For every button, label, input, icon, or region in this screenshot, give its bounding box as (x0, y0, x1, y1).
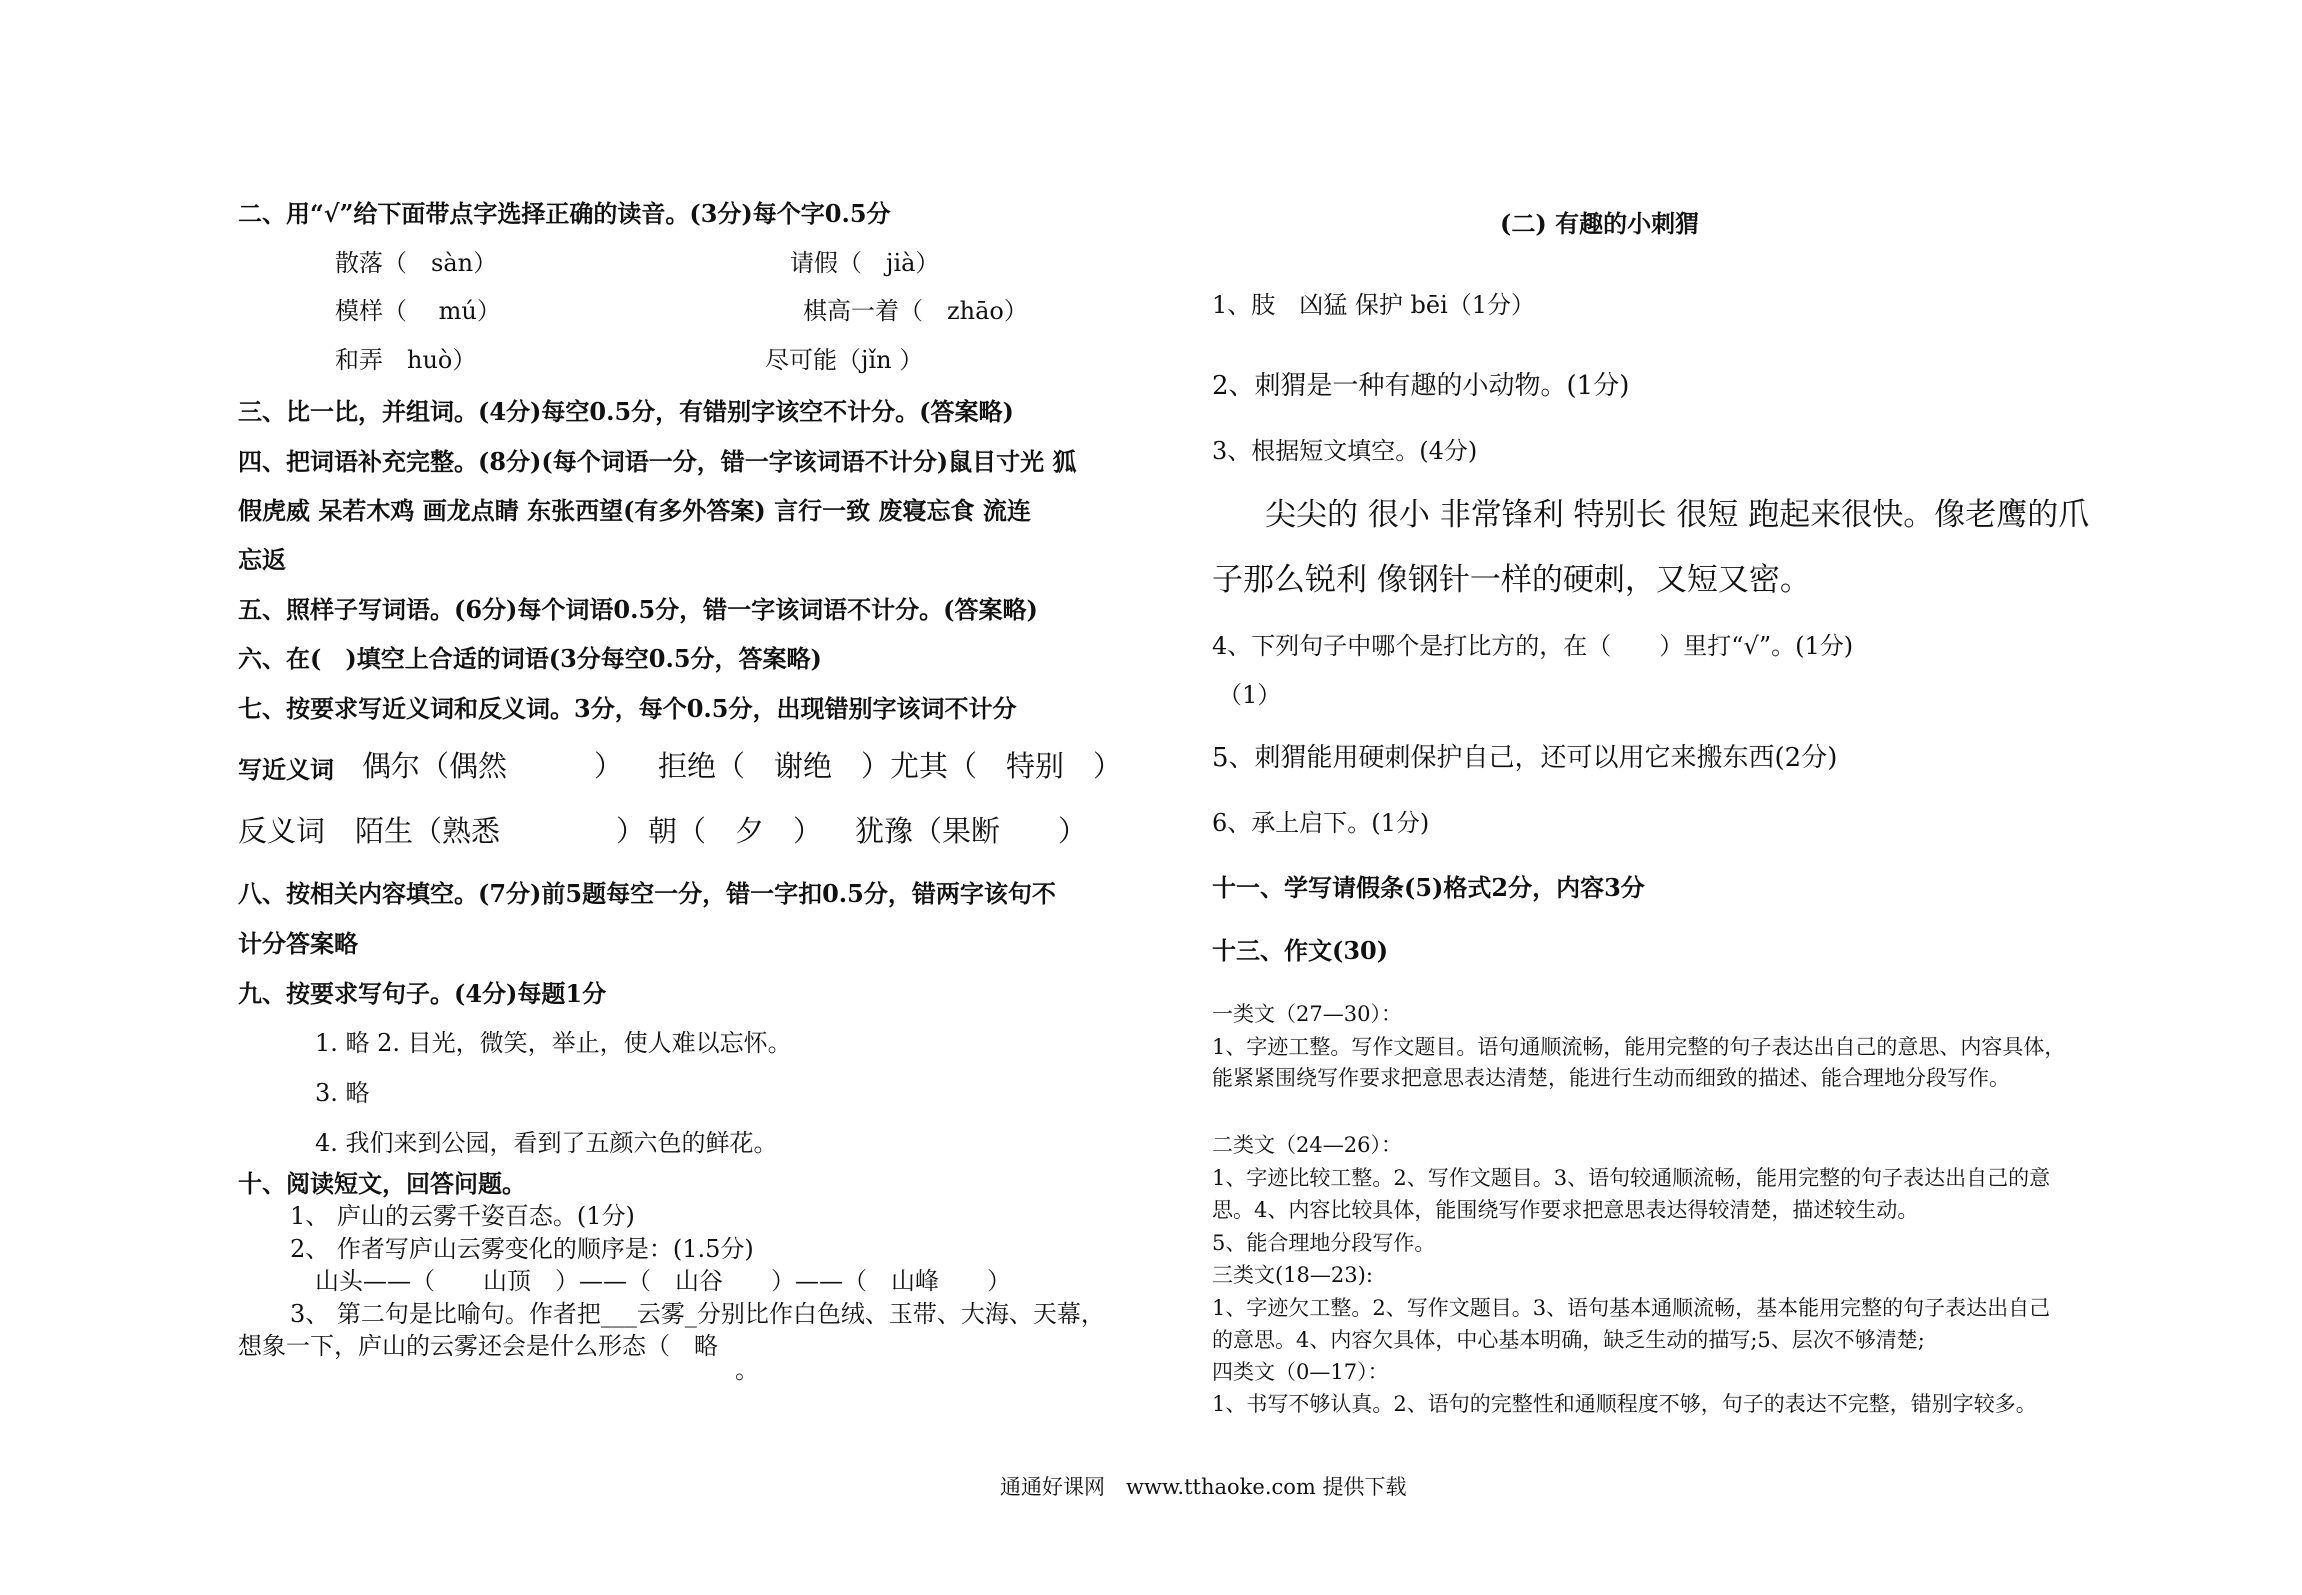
q8-line-1: 八、按相关内容填空。(7分)前5题每空一分，错一字扣0.5分，错两字该句不 (238, 879, 1056, 908)
section-title: (二) 有趣的小刺猬 (1500, 209, 1700, 238)
q10-answer-2b: 山头——（ 山顶 ）——（ 山谷 ）——（ 山峰 ） (315, 1267, 1011, 1295)
r-answer-3: 3、根据短文填空。(4分) (1212, 437, 1478, 465)
q2-item-1b: 请假（ jià） (790, 249, 940, 277)
q7-antonym-1: 陌生（熟悉 ） (355, 814, 646, 848)
q9-title: 九、按要求写句子。(4分)每题1分 (238, 979, 607, 1008)
q7-synonym-2: 拒绝（ 谢绝 ）尤其（ 特别 ） (658, 749, 1123, 783)
q2-item-1a: 散落（ sàn） (335, 249, 498, 277)
essay-class-4-heading: 四类文（0—17）： (1212, 1360, 1389, 1384)
q3-line: 三、比一比，并组词。(4分)每空0.5分，有错别字该空不计分。(答案略) (238, 397, 1014, 426)
q8-line-2: 计分答案略 (238, 929, 358, 958)
essay-class-3-line-2: 的意思。4、内容欠具体，中心基本明确，缺乏生动的描写;5、层次不够清楚; (1212, 1328, 1925, 1352)
q5-line: 五、照样子写词语。(6分)每个词语0.5分，错一字该词语不计分。(答案略) (238, 595, 1038, 624)
r-answer-5: 5、刺猬能用硬刺保护自己，还可以用它来搬东西(2分) (1212, 743, 1838, 773)
q4-line-1: 四、把词语补充完整。(8分)(每个词语一分，错一字该词语不计分)鼠目寸光 狐 (238, 447, 1077, 476)
q10-answer-3: 3、 第二句是比喻句。作者把___云雾_分别比作白色绒、玉带、大海、天幕， (290, 1300, 1105, 1328)
r-answer-2: 2、刺猬是一种有趣的小动物。(1分) (1212, 371, 1630, 401)
q2-item-3b: 尽可能（jǐn ） (765, 346, 924, 374)
r-answer-4: 4、下列句子中哪个是打比方的，在（ ）里打“√”。(1分) (1212, 632, 1854, 660)
footer-source: 通通好课网 www.tthaoke.com 提供下载 (1000, 1475, 1407, 1499)
essay-class-2-line-1: 1、字迹比较工整。2、写作文题目。3、语句较通顺流畅，能用完整的句子表达出自己的意 (1212, 1166, 2051, 1190)
essay-class-4-line-1: 1、书写不够认真。2、语句的完整性和通顺程度不够，句子的表达不完整，错别字较多。 (1212, 1392, 2037, 1416)
q10-answer-3c: 。 (735, 1356, 759, 1384)
q13-line: 十三、作文(30) (1212, 936, 1389, 965)
q10-answer-1: 1、 庐山的云雾千姿百态。(1分) (290, 1202, 635, 1230)
essay-class-1-line-2: 能紧紧围绕写作要求把意思表达清楚，能进行生动而细致的描述、能合理地分段写作。 (1212, 1066, 2010, 1090)
q7-synonym-1: 偶尔（偶然 ） (362, 749, 624, 783)
q6-line: 六、在( )填空上合适的词语(3分每空0.5分，答案略) (238, 644, 822, 673)
q11-line: 十一、学写请假条(5)格式2分，内容3分 (1212, 873, 1645, 902)
q7-antonym-label: 反义词 (238, 814, 326, 848)
r-answer-4b: （1） (1218, 681, 1282, 709)
q9-answer-3: 3. 略 (315, 1079, 370, 1107)
essay-class-3-line-1: 1、字迹欠工整。2、写作文题目。3、语句基本通顺流畅，基本能用完整的句子表达出自己 (1212, 1296, 2051, 1320)
q9-answer-4: 4. 我们来到公园，看到了五颜六色的鲜花。 (315, 1129, 778, 1157)
essay-class-1-line-1: 1、字迹工整。写作文题目。语句通顺流畅，能用完整的句子表达出自己的意思、内容具体， (1212, 1035, 2066, 1059)
essay-class-2-line-3: 5、能合理地分段写作。 (1212, 1231, 1436, 1255)
q10-answer-2: 2、 作者写庐山云雾变化的顺序是：(1.5分) (290, 1235, 754, 1263)
essay-class-2-line-2: 思。4、内容比较具体，能围绕写作要求把意思表达得较清楚，描述较生动。 (1212, 1198, 1919, 1222)
r-answer-6: 6、承上启下。(1分) (1212, 809, 1430, 837)
q4-line-3: 忘返 (238, 545, 286, 574)
r-answer-3-line-2: 子那么锐利 像钢针一样的硬刺，又短又密。 (1212, 562, 1811, 598)
q2-item-2a: 模样（ mú） (335, 297, 501, 325)
q10-answer-3b: 想象一下，庐山的云雾还会是什么形态（ 略 (238, 1332, 718, 1360)
q9-answer-1: 1. 略 2. 目光，微笑，举止，使人难以忘怀。 (315, 1029, 792, 1057)
q7-title: 七、按要求写近义词和反义词。3分，每个0.5分，出现错别字该词不计分 (238, 694, 1017, 723)
essay-class-1-heading: 一类文（27—30）： (1212, 1002, 1402, 1026)
r-answer-1: 1、肢 凶猛 保护 bēi（1分） (1212, 291, 1536, 319)
essay-class-2-heading: 二类文（24—26）： (1212, 1133, 1402, 1157)
q7-antonym-2: 朝（ 夕 ） (648, 814, 823, 848)
q4-line-2: 假虎威 呆若木鸡 画龙点睛 东张西望(有多外答案) 言行一致 废寝忘食 流连 (238, 496, 1031, 525)
q2-item-2b: 棋高一着（ zhāo） (803, 297, 1028, 325)
essay-class-3-heading: 三类文(18—23): (1212, 1263, 1373, 1287)
q2-title: 二、用“√”给下面带点字选择正确的读音。(3分)每个字0.5分 (238, 199, 891, 228)
r-answer-3-line-1: 尖尖的 很小 非常锋利 特别长 很短 跑起来很快。像老鹰的爪 (1265, 497, 2090, 533)
q7-synonym-label: 写近义词 (238, 755, 334, 784)
q7-antonym-3: 犹豫（果断 ） (855, 814, 1088, 848)
q2-item-3a: 和弄 huò） (335, 346, 477, 374)
q10-title: 十、阅读短文，回答问题。 (238, 1169, 526, 1198)
